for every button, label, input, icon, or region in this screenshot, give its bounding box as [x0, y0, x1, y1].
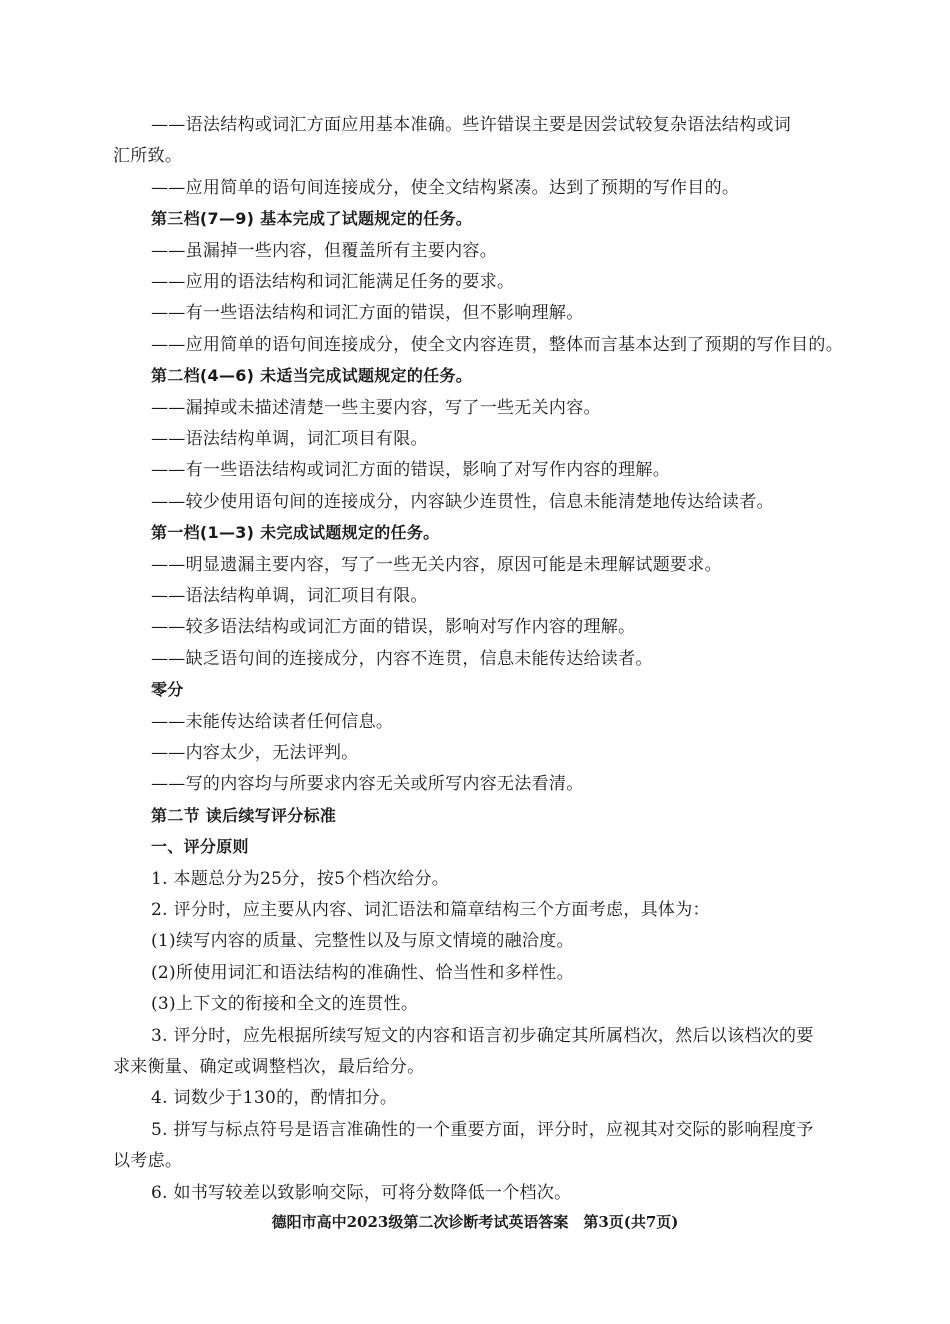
text-line: 求来衡量、确定或调整档次，最后给分。	[113, 1057, 425, 1077]
text-line: 5. 拼写与标点符号是语言准确性的一个重要方面，评分时，应视其对交际的影响程度予	[151, 1119, 814, 1140]
text-line: ——缺乏语句间的连接成分，内容不连贯，信息未能传达给读者。	[151, 648, 653, 669]
text-line: ——较少使用语句间的连接成分，内容缺少连贯性，信息未能清楚地传达给读者。	[151, 491, 774, 512]
text-line: ——明显遗漏主要内容，写了一些无关内容，原因可能是未理解试题要求。	[151, 554, 722, 575]
section-heading: 第二节 读后续写评分标准	[151, 805, 337, 825]
text-line: 以考虑。	[113, 1151, 183, 1172]
text-line: (2)所使用词汇和语法结构的准确性、恰当性和多样性。	[151, 962, 574, 983]
text-line: ——语法结构单调，词汇项目有限。	[151, 429, 428, 449]
text-line: 1. 本题总分为25分，按5个档次给分。	[151, 868, 450, 889]
text-line: ——漏掉或未描述清楚一些主要内容，写了一些无关内容。	[151, 397, 601, 418]
text-line: ——应用简单的语句间连接成分，使全文内容连贯，整体而言基本达到了预期的写作目的。	[151, 334, 843, 355]
text-line: ——有一些语法结构或词汇方面的错误，影响了对写作内容的理解。	[151, 460, 670, 481]
text-line: 2. 评分时，应主要从内容、词汇语法和篇章结构三个方面考虑，具体为：	[151, 900, 710, 920]
text-line: 6. 如书写较差以致影响交际，可将分数降低一个档次。	[151, 1182, 572, 1203]
text-line: ——语法结构或词汇方面应用基本准确。些许错误主要是因尝试较复杂语法结构或词	[151, 115, 792, 135]
text-line: ——应用的语法结构和词汇能满足任务的要求。	[151, 272, 515, 292]
section-heading: 第三档(7—9) 基本完成了试题规定的任务。	[151, 209, 473, 229]
text-line: ——内容太少，无法评判。	[151, 743, 359, 763]
text-line: ——应用简单的语句间连接成分，使全文结构紧凑。达到了预期的写作目的。	[151, 177, 740, 198]
text-line: ——虽漏掉一些内容，但覆盖所有主要内容。	[151, 240, 497, 261]
section-heading: 零分	[151, 680, 184, 700]
text-line: ——写的内容均与所要求内容无关或所写内容无法看清。	[151, 774, 584, 795]
text-line: ——有一些语法结构和词汇方面的错误，但不影响理解。	[151, 303, 584, 324]
section-heading: 第二档(4—6) 未适当完成试题规定的任务。	[151, 366, 473, 386]
section-heading: 第一档(1—3) 未完成试题规定的任务。	[151, 523, 440, 543]
text-line: 4. 词数少于130的，酌情扣分。	[151, 1088, 398, 1109]
text-line: ——未能传达给读者任何信息。	[151, 711, 394, 732]
page-footer: 德阳市高中2023级第二次诊断考试英语答案 第3页(共7页)	[271, 1213, 679, 1231]
text-line: ——语法结构单调，词汇项目有限。	[151, 586, 428, 606]
text-line: 汇所致。	[113, 146, 183, 167]
section-heading: 一、评分原则	[151, 837, 249, 857]
text-line: (3)上下文的衔接和全文的连贯性。	[151, 994, 419, 1015]
text-line: (1)续写内容的质量、完整性以及与原文情境的融洽度。	[151, 931, 574, 952]
text-line: ——较多语法结构或词汇方面的错误，影响对写作内容的理解。	[151, 617, 636, 638]
text-line: 3. 评分时，应先根据所续写短文的内容和语言初步确定其所属档次，然后以该档次的要	[151, 1025, 814, 1046]
